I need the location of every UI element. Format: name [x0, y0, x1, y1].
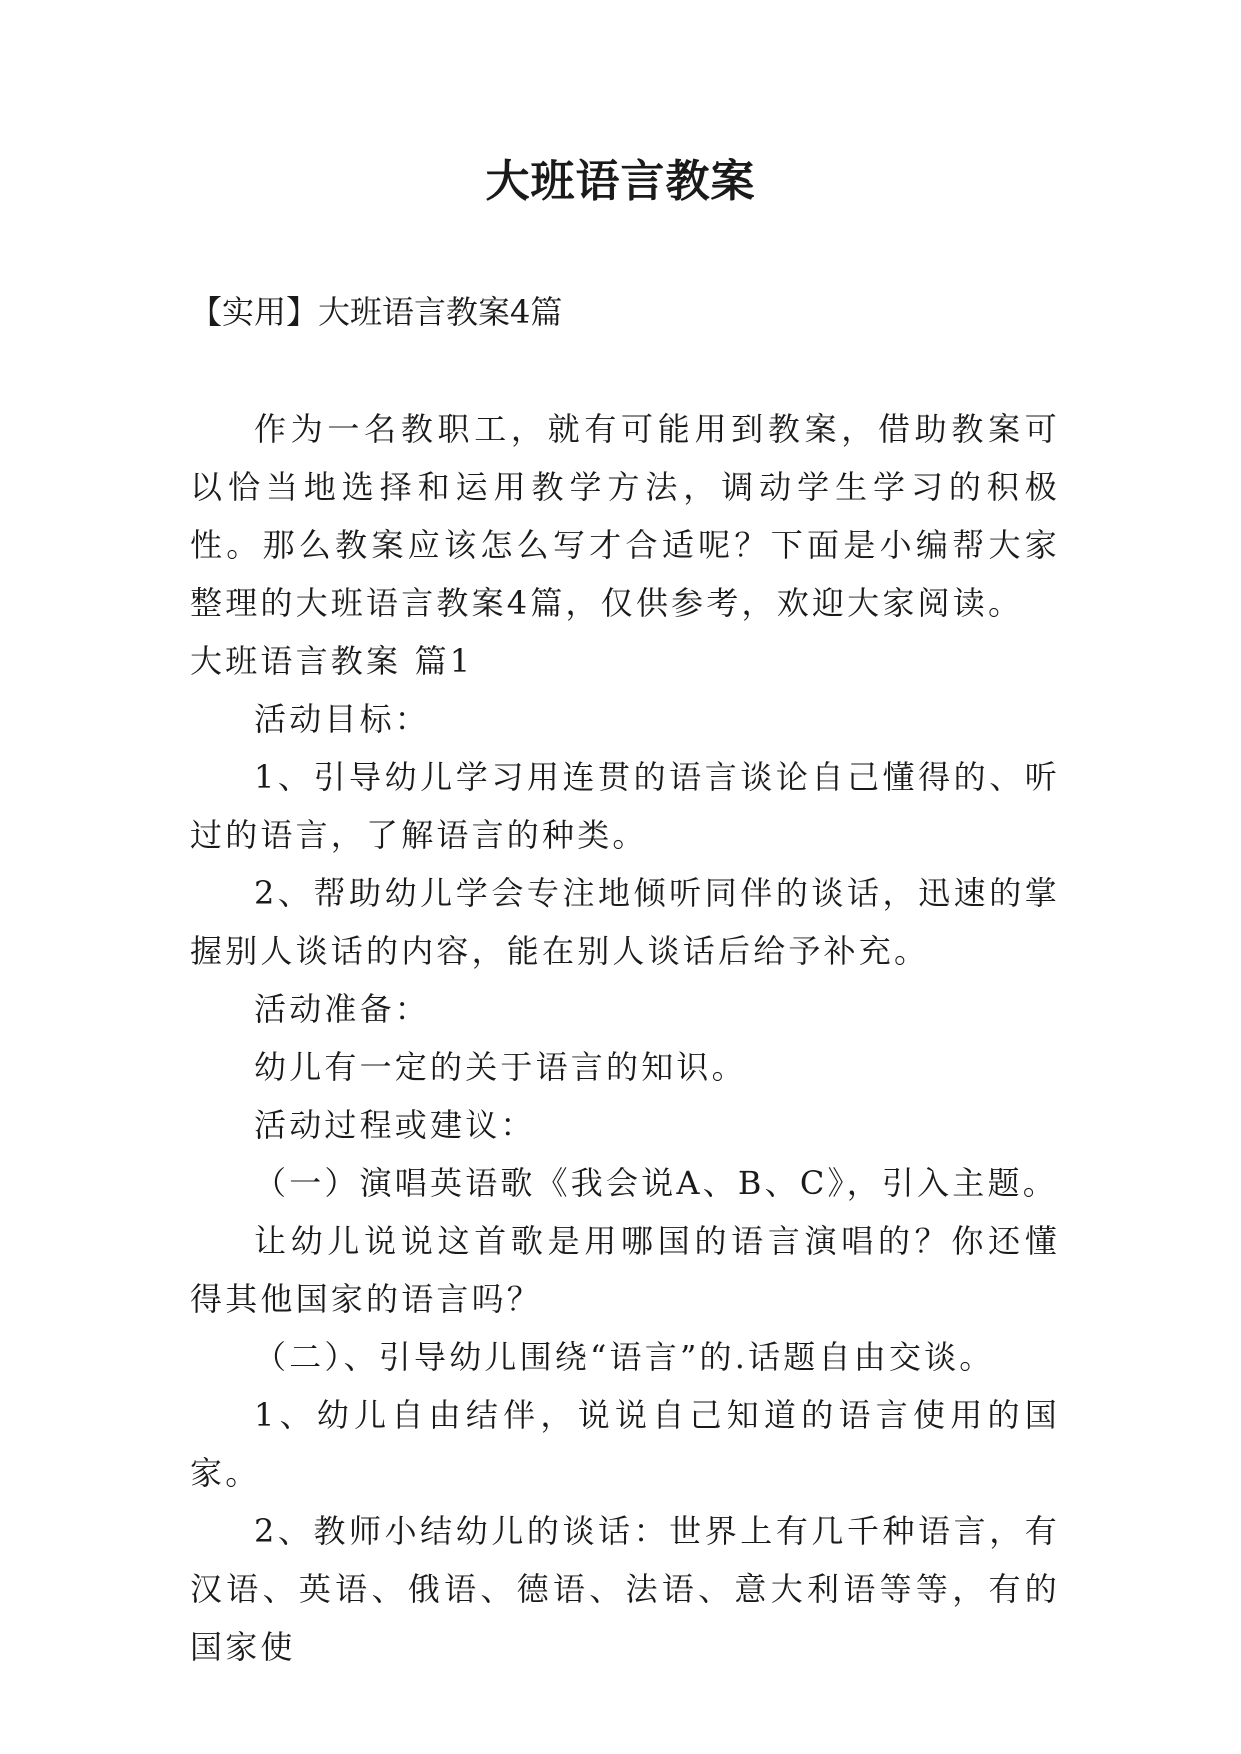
document-title: 大班语言教案 — [485, 156, 756, 207]
paragraph: 让幼儿说说这首歌是用哪国的语言演唱的？你还懂得其他国家的语言吗？ — [190, 1222, 1060, 1318]
paragraph: 活动过程或建议： — [254, 1106, 536, 1144]
paragraph: 2、教师小结幼儿的谈话：世界上有几千种语言，有汉语、英语、俄语、德语、法语、意大利语等等，有的国家使 — [190, 1512, 1060, 1666]
paragraph: 1、引导幼儿学习用连贯的语言谈论自己懂得的、听过的语言，了解语言的种类。 — [190, 758, 1060, 854]
paragraph: 幼儿有一定的关于语言的知识。 — [254, 1048, 747, 1086]
section-heading-1: 大班语言教案 篇1 — [190, 642, 474, 680]
paragraph: 活动准备： — [254, 990, 431, 1028]
paragraph: （一）演唱英语歌《我会说A、B、C》，引入主题。 — [254, 1164, 1058, 1202]
paragraph: （二）、引导幼儿围绕“语言”的.话题自由交谈。 — [254, 1338, 995, 1376]
document-subtitle: 【实用】大班语言教案4篇 — [190, 293, 563, 331]
paragraph-intro: 作为一名教职工，就有可能用到教案，借助教案可以恰当地选择和运用教学方法，调动学生学习的积极性。那么教案应该怎么写才合适呢？下面是小编帮大家整理的大班语言教案4篇，仅供参考，欢迎大家阅读。 — [190, 410, 1060, 622]
paragraph: 2、帮助幼儿学会专注地倾听同伴的谈话，迅速的掌握别人谈话的内容，能在别人谈话后给予补充。 — [190, 874, 1060, 970]
paragraph: 活动目标： — [254, 700, 431, 738]
paragraph: 1、幼儿自由结伴，说说自己知道的语言使用的国家。 — [190, 1396, 1060, 1492]
document-body — [190, 400, 1060, 1676]
